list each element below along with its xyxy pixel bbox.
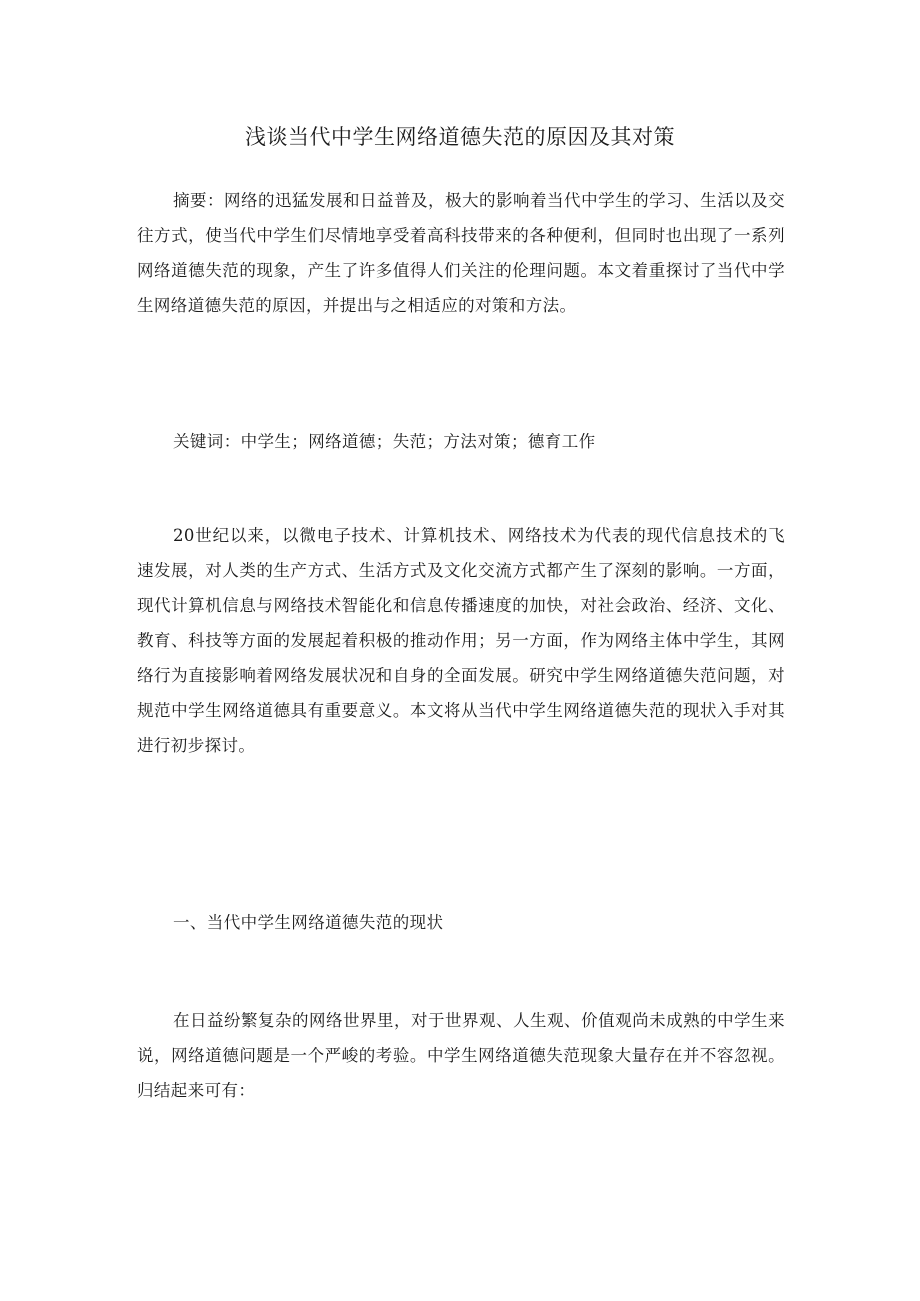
section-paragraph: 在日益纷繁复杂的网络世界里，对于世界观、人生观、价值观尚未成熟的中学生来说，网络道德问题是一个严峻的考验。中学生网络道德失范现象大量存在并不容忽视。归结起来可有： — [137, 1011, 785, 1100]
section-heading: 一、当代中学生网络道德失范的现状 — [173, 913, 444, 932]
abstract-paragraph: 摘要：网络的迅猛发展和日益普及，极大的影响着当代中学生的学习、生活以及交往方式，使当代中学生们尽情地享受着高科技带来的各种便利，但同时也出现了一系列网络道德失范的现象，产生了许多值得人们关注的伦理问题。本文着重探讨了当代中学生网络道德失范的原因，并提出与之相适应的对策和方法。 — [137, 191, 785, 315]
intro-paragraph: 20世纪以来，以微电子技术、计算机技术、网络技术为代表的现代信息技术的飞速发展，对人类的生产方式、生活方式及文化交流方式都产生了深刻的影响。一方面，现代计算机信息与网络技术智能化和信息传播速度的加快，对社会政治、经济、文化、教育、科技等方面的发展起着积极的推动作用；另一方面，作为网络主体中学生，其网络行为直接影响着网络发展状况和自身的全面发展。研究中学生网络道德失范问题，对规范中学生网络道德具有重要意义。本文将从当代中学生网络道德失范的现状入手对其进行初步探讨。 — [137, 526, 785, 755]
keywords-line: 关键词：中学生；网络道德；失范；方法对策；德育工作 — [173, 432, 596, 451]
document-title: 浅谈当代中学生网络道德失范的原因及其对策 — [245, 125, 675, 149]
